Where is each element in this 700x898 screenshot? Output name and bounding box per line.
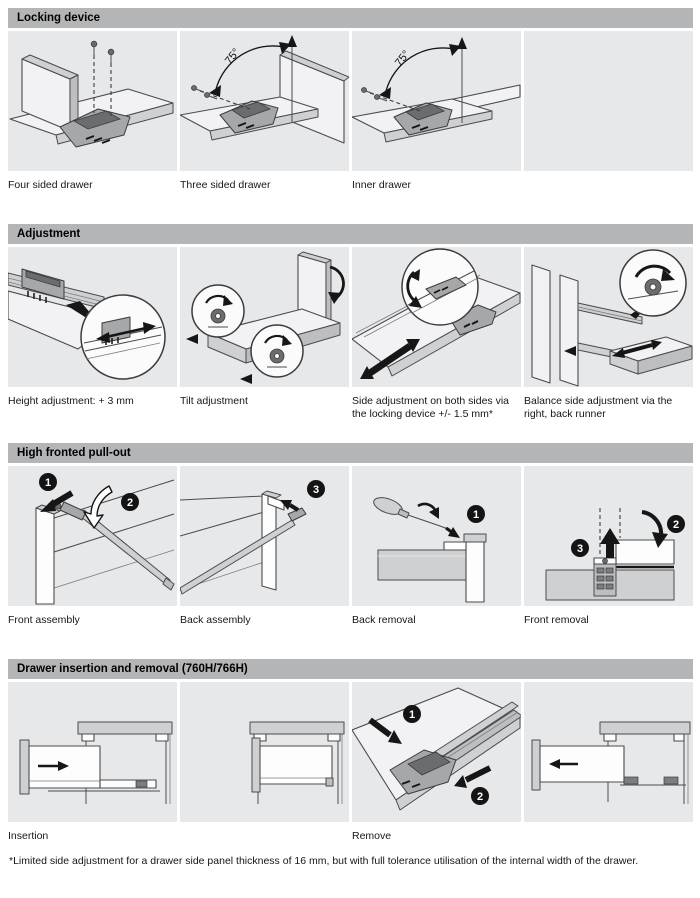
section-title: Adjustment <box>8 224 693 244</box>
back-bracket <box>444 542 466 550</box>
section-title: High fronted pull-out <box>8 443 693 463</box>
section-high-fronted-pull-out <box>8 443 693 627</box>
panel-caption: Inner drawer <box>352 179 411 191</box>
illustration-balance-adjustment <box>524 247 693 387</box>
illustration-inner-drawer <box>352 31 521 171</box>
illustration-back-assembly <box>180 466 349 606</box>
locking-device <box>594 558 616 596</box>
illustration-inserted <box>180 682 349 822</box>
illustration-height-adjustment <box>8 247 177 387</box>
panel-insertion <box>8 682 177 822</box>
panel-caption <box>524 830 693 843</box>
svg-text:3: 3 <box>576 543 584 555</box>
panel-caption: Four sided drawer <box>8 179 93 191</box>
rotate-arrow <box>418 504 439 519</box>
illustration-front-assembly <box>8 466 177 606</box>
gallery-rod <box>180 508 306 594</box>
panel-row <box>8 466 693 606</box>
pointer-arrow <box>186 334 198 344</box>
step-badge <box>667 515 685 533</box>
removal-arrow <box>446 527 460 538</box>
step-badge <box>571 539 589 557</box>
panel-caption: Remove <box>352 830 392 842</box>
illustration-insertion <box>8 682 177 822</box>
section-drawer-insertion-removal <box>8 659 693 843</box>
magnifier-circle <box>81 295 165 379</box>
panel-row <box>8 247 693 387</box>
panel-caption: Balance side adjustment via the right, back runner <box>524 395 673 420</box>
section-title: Locking device <box>8 8 693 28</box>
svg-text:3: 3 <box>312 484 320 496</box>
step-badge <box>471 787 489 805</box>
illustration-four-sided-drawer <box>8 31 177 171</box>
step-badge <box>467 505 485 523</box>
illustration-front-removal <box>524 466 693 606</box>
svg-text:2: 2 <box>672 519 680 531</box>
drawer <box>252 738 333 792</box>
panel-caption: Side adjustment on both sides via the locking device +/- 1.5 mm* <box>352 395 510 420</box>
panel-empty <box>524 31 693 171</box>
panel-caption: Front removal <box>524 614 589 626</box>
section-adjustment <box>8 224 693 421</box>
panel-balance-adjustment <box>524 247 693 387</box>
panel-inserted <box>180 682 349 822</box>
panel-row <box>8 682 693 822</box>
panel-back-assembly <box>180 466 349 606</box>
caption-row <box>8 614 693 627</box>
section-title: Drawer insertion and removal (760H/766H) <box>8 659 693 679</box>
panel-four-sided-drawer <box>8 31 177 171</box>
pointer-arrow <box>240 374 252 384</box>
illustration-three-sided-drawer <box>180 31 349 171</box>
panel-three-sided-drawer <box>180 31 349 171</box>
svg-text:1: 1 <box>472 509 480 521</box>
panel-caption: Front assembly <box>8 614 80 626</box>
screw-icon <box>362 88 421 112</box>
magnifier-circle <box>251 325 303 377</box>
pull-arrow <box>454 768 490 788</box>
panel-caption: Height adjustment: + 3 mm <box>8 395 134 407</box>
caption-row <box>8 830 693 843</box>
angle-label: 75° <box>392 48 413 69</box>
panel-height-adjustment <box>8 247 177 387</box>
screw-icon <box>192 86 251 110</box>
caption-row <box>8 395 693 421</box>
panel-tilt-adjustment <box>180 247 349 387</box>
panel-caption <box>180 830 349 843</box>
illustration-removed <box>524 682 693 822</box>
illustration-back-removal <box>352 466 521 606</box>
panel-inner-drawer <box>352 31 521 171</box>
step-badge <box>39 473 57 491</box>
magnifier-circle <box>192 285 244 337</box>
panel-front-removal <box>524 466 693 606</box>
panel-caption: Insertion <box>8 830 49 842</box>
step-badge <box>403 705 421 723</box>
angle-arc <box>216 46 284 89</box>
angle-arc <box>386 48 454 91</box>
caption-row <box>8 179 693 192</box>
panel-remove <box>352 682 521 822</box>
angle-label: 75° <box>222 46 243 67</box>
panel-caption: Tilt adjustment <box>180 395 248 407</box>
svg-text:1: 1 <box>44 477 52 489</box>
panel-caption <box>524 179 693 192</box>
svg-text:2: 2 <box>126 497 134 509</box>
panel-removed <box>524 682 693 822</box>
illustration-remove <box>352 682 521 822</box>
panel-back-removal <box>352 466 521 606</box>
footnote: *Limited side adjustment for a drawer side panel thickness of 16 mm, but with full tolerance utilisation of the internal width of the drawer. <box>9 855 639 867</box>
panel-side-adjustment <box>352 247 521 387</box>
magnifier-circle <box>402 249 478 325</box>
step-badge <box>121 493 139 511</box>
panel-row <box>8 31 693 171</box>
magnifier-circle <box>620 250 686 316</box>
panel-front-assembly <box>8 466 177 606</box>
panel-caption: Back removal <box>352 614 416 626</box>
panel-caption: Back assembly <box>180 614 251 626</box>
illustration-side-adjustment <box>352 247 521 387</box>
illustration-tilt-adjustment <box>180 247 349 387</box>
panel-caption: Three sided drawer <box>180 179 271 191</box>
svg-text:2: 2 <box>476 791 484 803</box>
runner <box>620 777 686 785</box>
step-badge <box>307 480 325 498</box>
section-locking-device <box>8 8 693 192</box>
svg-text:1: 1 <box>408 709 416 721</box>
